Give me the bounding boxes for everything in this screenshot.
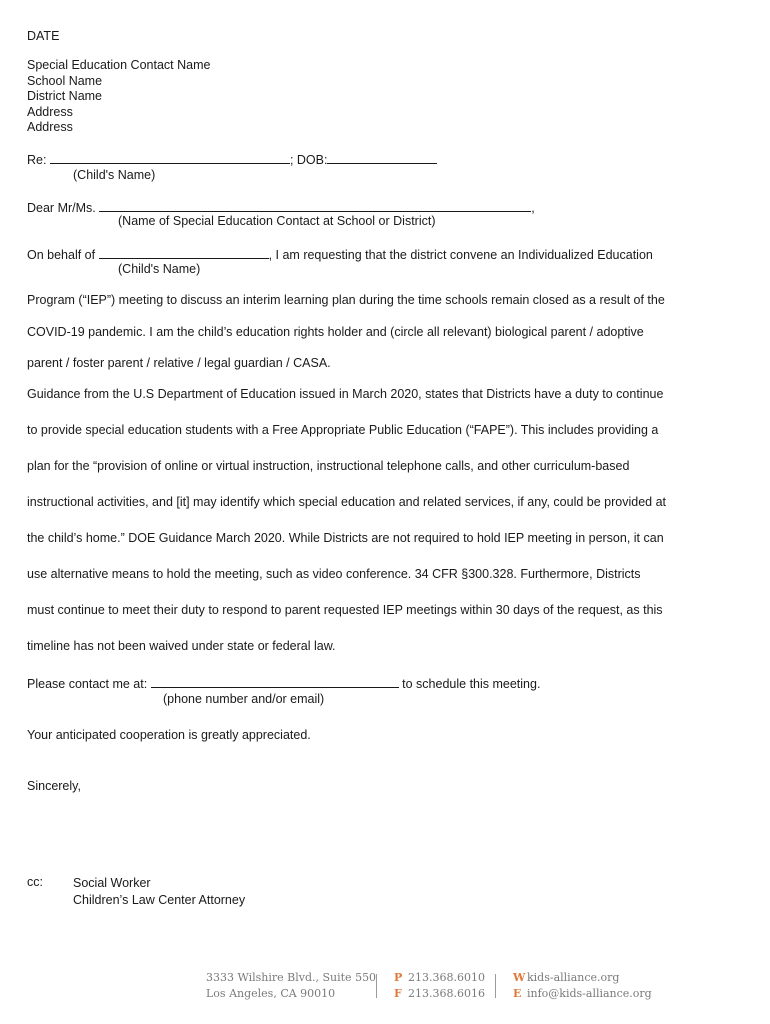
- contact-info-blank[interactable]: [151, 675, 399, 688]
- email-label: E: [513, 987, 522, 1000]
- recipient-block: [27, 58, 210, 136]
- footer-phone: 213.368.6010: [408, 971, 485, 984]
- behalf-label: On behalf of: [27, 248, 96, 262]
- contact-name-caption: (Name of Special Education Contact at School or District): [118, 214, 436, 228]
- phone-label: P: [394, 971, 403, 984]
- recipient-address-1: Address: [27, 104, 73, 119]
- footer-web: [513, 970, 652, 1002]
- recipient-contact-name: Special Education Contact Name: [27, 58, 211, 72]
- behalf-child-caption: (Child's Name): [118, 262, 201, 276]
- para2-line-1: Guidance from the U.S Department of Education issued in March 2020, states that Districts have a duty to continue: [27, 387, 664, 401]
- footer-divider: [495, 974, 496, 998]
- recipient-school: School Name: [27, 73, 103, 88]
- footer-web-row: [513, 970, 652, 986]
- re-line: [27, 151, 437, 167]
- para1-line-1: Program (“IEP”) meeting to discuss an interim learning plan during the time schools remain closed as a result of the: [27, 293, 665, 307]
- footer-address-line-2: Los Angeles, CA 90010: [206, 987, 336, 1000]
- para2-line-8: timeline has not been waived under state or federal law.: [27, 639, 336, 653]
- para1-line-3: parent / foster parent / relative / legal guardian / CASA.: [27, 356, 331, 370]
- salutation-line: [27, 199, 535, 215]
- footer-email-row: [513, 986, 652, 1002]
- footer-address-line-1: 3333 Wilshire Blvd., Suite 550: [206, 971, 377, 984]
- footer-divider: [376, 974, 377, 998]
- dob-label: ; DOB:: [289, 153, 328, 167]
- behalf-child-blank[interactable]: [99, 246, 269, 259]
- para2-line-4: instructional activities, and [it] may identify which special education and related services, if any, could be provided at: [27, 495, 666, 509]
- behalf-text: , I am requesting that the district convene an Individualized Education: [268, 248, 653, 262]
- contact-line: [27, 675, 540, 691]
- footer-phone-row: [394, 970, 485, 986]
- web-label: W: [513, 971, 526, 984]
- contact-name-blank[interactable]: [99, 199, 531, 212]
- footer-address: [206, 970, 376, 1002]
- contact-suffix: to schedule this meeting.: [398, 677, 541, 691]
- re-label: Re:: [27, 153, 47, 167]
- para2-line-7: must continue to meet their duty to respond to parent requested IEP meetings within 30 days of the request, as this: [27, 603, 663, 617]
- para2-line-2: to provide special education students with a Free Appropriate Public Education (“FAPE”). This includes providing a: [27, 423, 659, 437]
- salutation-label: Dear Mr/Ms.: [27, 201, 96, 215]
- cc-list: [73, 875, 245, 909]
- date-line: DATE: [27, 29, 60, 43]
- para2-line-5: the child’s home.” DOE Guidance March 2020. While Districts are not required to hold IEP meeting in person, it can: [27, 531, 664, 545]
- contact-caption: (phone number and/or email): [163, 692, 325, 706]
- dob-blank[interactable]: [327, 151, 437, 164]
- para2-line-6: use alternative means to hold the meeting, such as video conference. 34 CFR §300.328. Furthermore, Districts: [27, 567, 641, 581]
- child-name-caption: (Child's Name): [73, 168, 156, 182]
- cc-recipient-social-worker: Social Worker: [73, 876, 151, 890]
- sign-off: Sincerely,: [27, 779, 81, 793]
- footer-email[interactable]: info@kids-alliance.org: [527, 987, 652, 1000]
- recipient-district: District Name: [27, 89, 103, 103]
- behalf-line: [27, 246, 653, 262]
- para1-line-2: COVID-19 pandemic. I am the child’s education rights holder and (circle all relevant) biological parent / adoptive: [27, 325, 644, 339]
- cc-label: cc:: [27, 875, 43, 889]
- footer-fax-row: [394, 986, 485, 1002]
- footer-website[interactable]: kids-alliance.org: [527, 971, 620, 984]
- appreciation-line: Your anticipated cooperation is greatly appreciated.: [27, 728, 311, 742]
- footer-phones: [394, 970, 485, 1002]
- recipient-address-2: Address: [27, 120, 73, 134]
- cc-recipient-attorney: Children’s Law Center Attorney: [73, 893, 246, 907]
- contact-label: Please contact me at:: [27, 677, 148, 691]
- child-name-blank[interactable]: [50, 151, 290, 164]
- footer-fax: 213.368.6016: [408, 987, 485, 1000]
- salutation-comma: ,: [531, 201, 535, 215]
- para2-line-3: plan for the “provision of online or virtual instruction, instructional telephone calls, and other curriculum-based: [27, 459, 630, 473]
- fax-label: F: [394, 987, 402, 1000]
